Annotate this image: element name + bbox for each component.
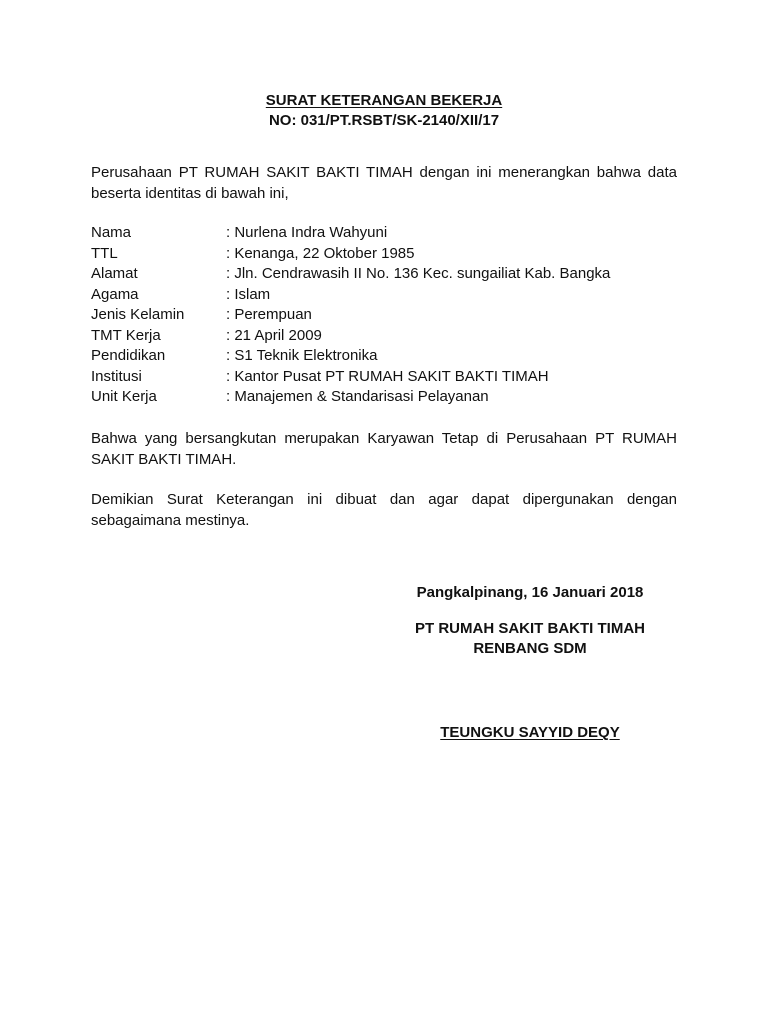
field-row-nama — [91, 223, 691, 244]
field-row-jenis-kelamin — [91, 305, 691, 326]
identity-fields — [91, 223, 691, 408]
field-row-unit-kerja — [91, 387, 691, 408]
field-label: Pendidikan — [91, 347, 166, 364]
intro-paragraph: Perusahaan PT RUMAH SAKIT BAKTI TIMAH dengan ini menerangkan bahwa data beserta identitas di bawah ini, — [91, 164, 677, 202]
field-value: : Nurlena Indra Wahyuni — [226, 224, 388, 241]
status-paragraph: Bahwa yang bersangkutan merupakan Karyawan Tetap di Perusahaan PT RUMAH SAKIT BAKTI TIMAH. — [91, 430, 677, 468]
field-label: Institusi — [91, 367, 142, 385]
signer-name: TEUNGKU SAYYID DEQY — [440, 724, 620, 741]
field-row-pendidikan — [91, 346, 691, 367]
field-row-ttl — [91, 244, 691, 265]
field-value: : Jln. Cendrawasih II No. 136 Kec. sungailiat Kab. Bangka — [226, 265, 611, 282]
field-value: : Kenanga, 22 Oktober 1985 — [226, 244, 415, 262]
field-row-agama — [91, 285, 691, 306]
field-value: : S1 Teknik Elektronika — [226, 347, 378, 364]
field-row-institusi — [91, 367, 691, 388]
field-label: Jenis Kelamin — [91, 306, 185, 323]
department-name: RENBANG SDM — [473, 640, 587, 657]
letter-heading — [0, 91, 768, 131]
field-label: Unit Kerja — [91, 388, 157, 405]
letter-number: NO: 031/PT.RSBT/SK-2140/XII/17 — [268, 112, 500, 129]
field-value: : Manajemen & Standarisasi Pelayanan — [226, 388, 489, 405]
field-value: : Kantor Pusat PT RUMAH SAKIT BAKTI TIMAH — [226, 367, 549, 385]
place-date: Pangkalpinang, 16 Januari 2018 — [416, 584, 644, 601]
field-value: : 21 April 2009 — [226, 326, 322, 344]
field-label: Alamat — [91, 265, 138, 282]
field-row-tmt-kerja — [91, 326, 691, 347]
letter-title: SURAT KETERANGAN BEKERJA — [265, 92, 503, 109]
field-value: : Perempuan — [226, 306, 312, 323]
field-value: : Islam — [226, 285, 271, 303]
field-label: Agama — [91, 285, 139, 303]
signature-organization-block — [390, 619, 670, 659]
field-label: Nama — [91, 224, 132, 241]
closing-paragraph: Demikian Surat Keterangan ini dibuat dan agar dapat dipergunakan dengan sebagaimana mestinya. — [91, 491, 677, 529]
organization-name: PT RUMAH SAKIT BAKTI TIMAH — [415, 620, 645, 637]
field-label: TTL — [91, 244, 118, 262]
field-label: TMT Kerja — [91, 326, 161, 344]
field-row-alamat — [91, 264, 691, 285]
